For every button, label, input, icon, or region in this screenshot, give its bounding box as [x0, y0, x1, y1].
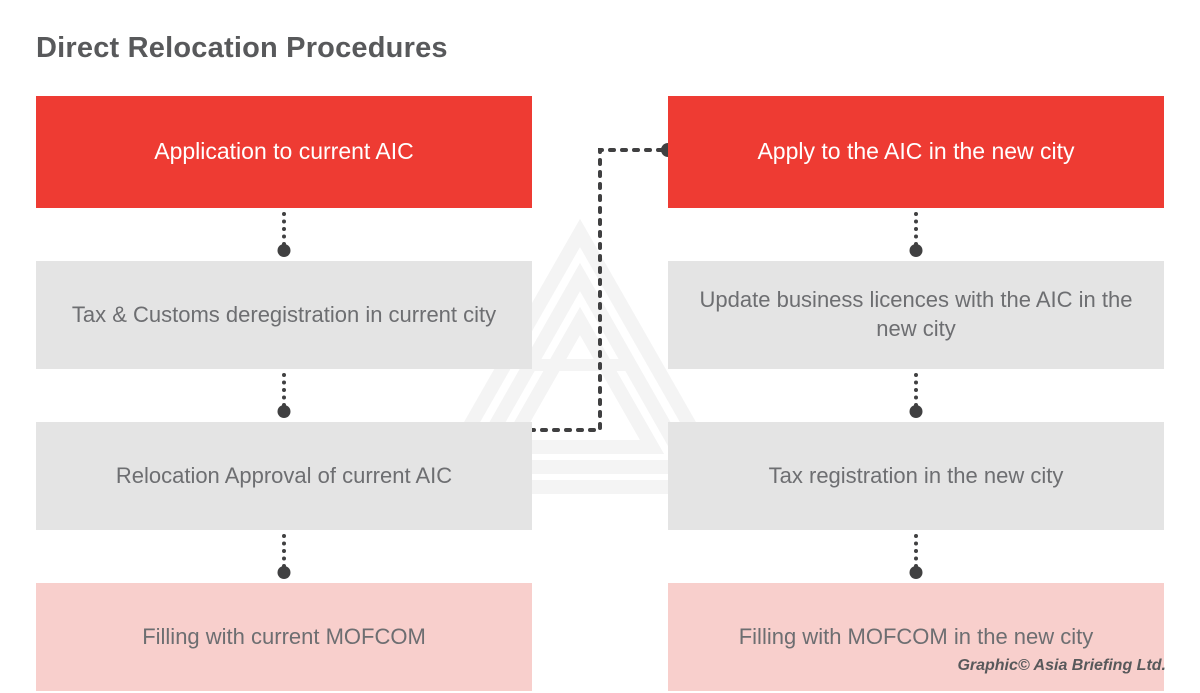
node-left-4[interactable]: Filling with current MOFCOM — [36, 583, 532, 691]
graphic-credit: Graphic© Asia Briefing Ltd. — [957, 657, 1166, 674]
cross-column-connector — [528, 140, 678, 440]
connector-dot — [910, 566, 923, 579]
node-right-3[interactable]: Tax registration in the new city — [668, 422, 1164, 530]
connector-line — [282, 534, 286, 568]
node-left-2[interactable]: Tax & Customs deregistration in current city — [36, 261, 532, 369]
connector-line — [282, 212, 286, 246]
node-left-3[interactable]: Relocation Approval of current AIC — [36, 422, 532, 530]
connector-line — [914, 534, 918, 568]
node-left-1[interactable]: Application to current AIC — [36, 96, 532, 208]
connector-dot — [910, 405, 923, 418]
connector-left-2 — [36, 369, 532, 422]
connector-right-1 — [668, 208, 1164, 261]
connector-line — [282, 373, 286, 407]
connector-dot — [278, 566, 291, 579]
connector-left-3 — [36, 530, 532, 583]
connector-left-1 — [36, 208, 532, 261]
connector-right-2 — [668, 369, 1164, 422]
connector-right-3 — [668, 530, 1164, 583]
page-title: Direct Relocation Procedures — [36, 32, 448, 64]
left-flow-column — [36, 96, 532, 691]
connector-dot — [278, 244, 291, 257]
connector-line — [914, 212, 918, 246]
connector-dot — [278, 405, 291, 418]
node-right-4[interactable]: Filling with MOFCOM in the new city — [668, 583, 1164, 691]
connector-dot — [910, 244, 923, 257]
right-flow-column — [668, 96, 1164, 691]
node-right-2[interactable]: Update business licences with the AIC in the new city — [668, 261, 1164, 369]
node-right-1[interactable]: Apply to the AIC in the new city — [668, 96, 1164, 208]
connector-line — [914, 373, 918, 407]
